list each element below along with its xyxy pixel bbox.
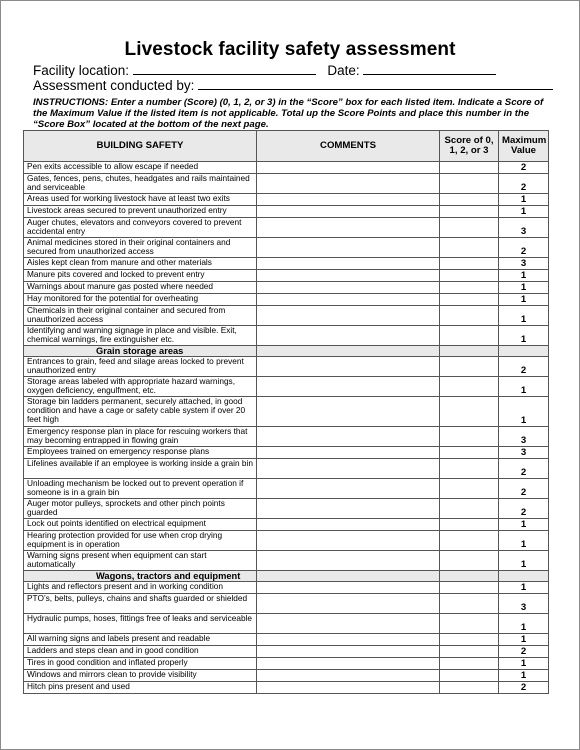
max-value-cell: 3	[499, 258, 549, 270]
comments-cell[interactable]	[257, 282, 440, 294]
table-row	[24, 206, 549, 218]
instructions-text: INSTRUCTIONS: Enter a number (Score) (0, 1, 2, or 3) in the “Score” box for each listed item. Indicate a Score of the Maximum Value if the listed item is not applicable. Total up the Score Points and place this number in the “Score Box” located at the bottom of the next page.	[33, 97, 544, 130]
score-cell[interactable]	[440, 670, 499, 682]
table-row	[24, 194, 549, 206]
max-value-cell: 3	[499, 427, 549, 447]
max-value-cell: 2	[499, 682, 549, 694]
item-text: Hitch pins present and used	[24, 682, 257, 694]
score-cell[interactable]	[440, 459, 499, 479]
section-header-wagons	[24, 571, 549, 582]
comments-cell[interactable]	[257, 218, 440, 238]
score-cell[interactable]	[440, 326, 499, 346]
section-score-cell	[440, 571, 499, 582]
comments-cell[interactable]	[257, 551, 440, 571]
score-cell[interactable]	[440, 594, 499, 614]
max-value-cell: 1	[499, 582, 549, 594]
score-cell[interactable]	[440, 258, 499, 270]
max-value-cell: 1	[499, 519, 549, 531]
comments-cell[interactable]	[257, 682, 440, 694]
table-row	[24, 519, 549, 531]
comments-cell[interactable]	[257, 582, 440, 594]
table-body	[24, 162, 549, 694]
max-value-cell: 1	[499, 294, 549, 306]
section-comments-cell	[257, 571, 440, 582]
comments-cell[interactable]	[257, 270, 440, 282]
max-value-cell: 2	[499, 162, 549, 174]
score-header: Score of 0, 1, 2, or 3	[440, 131, 499, 162]
item-text: Hydraulic pumps, hoses, fittings free of leaks and serviceable	[24, 614, 257, 634]
item-text: Livestock areas secured to prevent unauthorized entry	[24, 206, 257, 218]
item-text: Pen exits accessible to allow escape if needed	[24, 162, 257, 174]
section-max-cell	[499, 346, 549, 357]
max-value-cell: 1	[499, 531, 549, 551]
max-value-cell: 1	[499, 326, 549, 346]
item-text: Identifying and warning signage in place and visible. Exit, chemical warnings, fire extinguisher etc.	[24, 326, 257, 346]
facility-location-label: Facility location:	[33, 63, 130, 78]
comments-cell[interactable]	[257, 531, 440, 551]
max-value-cell: 1	[499, 551, 549, 571]
score-cell[interactable]	[440, 397, 499, 427]
score-cell[interactable]	[440, 238, 499, 258]
section-title: Grain storage areas	[24, 346, 257, 357]
score-cell[interactable]	[440, 531, 499, 551]
comments-cell[interactable]	[257, 326, 440, 346]
comments-cell[interactable]	[257, 519, 440, 531]
max-value-cell: 1	[499, 206, 549, 218]
score-cell[interactable]	[440, 427, 499, 447]
item-text: Warnings about manure gas posted where needed	[24, 282, 257, 294]
item-text: Lights and reflectors present and in working condition	[24, 582, 257, 594]
max-value-cell: 3	[499, 594, 549, 614]
table-row	[24, 582, 549, 594]
score-cell[interactable]	[440, 282, 499, 294]
table-row	[24, 682, 549, 694]
item-text: Unloading mechanism be locked out to prevent operation if someone is in a grain bin	[24, 479, 257, 499]
score-cell[interactable]	[440, 162, 499, 174]
table-row	[24, 670, 549, 682]
table-row	[24, 499, 549, 519]
item-text: Entrances to grain, feed and silage areas locked to prevent unauthorized entry	[24, 357, 257, 377]
max-value-cell: 2	[499, 238, 549, 258]
item-text: Lock out points identified on electrical equipment	[24, 519, 257, 531]
table-header-row	[24, 131, 549, 162]
comments-cell[interactable]	[257, 238, 440, 258]
date-field[interactable]	[363, 61, 496, 75]
section-header-grain	[24, 346, 549, 357]
max-value-cell: 1	[499, 670, 549, 682]
item-text: Hearing protection provided for use when crop drying equipment is in operation	[24, 531, 257, 551]
comments-cell[interactable]	[257, 162, 440, 174]
score-cell[interactable]	[440, 634, 499, 646]
item-text: Ladders and steps clean and in good condition	[24, 646, 257, 658]
score-cell[interactable]	[440, 357, 499, 377]
table-row	[24, 479, 549, 499]
max-value-cell: 2	[499, 459, 549, 479]
item-text: PTO’s, belts, pulleys, chains and shafts guarded or shielded	[24, 594, 257, 614]
score-cell[interactable]	[440, 682, 499, 694]
item-text: Windows and mirrors clean to provide visibility	[24, 670, 257, 682]
comments-cell[interactable]	[257, 646, 440, 658]
table-row	[24, 357, 549, 377]
item-text: Storage bin ladders permanent, securely attached, in good condition and have a cage or safety cable system if over 20 feet high	[24, 397, 257, 427]
max-value-cell: 2	[499, 646, 549, 658]
comments-cell[interactable]	[257, 670, 440, 682]
comments-cell[interactable]	[257, 634, 440, 646]
assessed-by-field[interactable]	[198, 76, 553, 90]
score-cell[interactable]	[440, 447, 499, 459]
score-cell[interactable]	[440, 270, 499, 282]
item-text: Employees trained on emergency response plans	[24, 447, 257, 459]
score-cell[interactable]	[440, 551, 499, 571]
item-text: Emergency response plan in place for rescuing workers that may becoming entrapped in flowing grain	[24, 427, 257, 447]
section-title: Wagons, tractors and equipment	[24, 571, 257, 582]
page-title: Livestock facility safety assessment	[124, 39, 456, 60]
max-value-cell: 1	[499, 306, 549, 326]
item-text: Gates, fences, pens, chutes, headgates and rails maintained and serviceable	[24, 174, 257, 194]
table-row	[24, 459, 549, 479]
table-row	[24, 427, 549, 447]
comments-cell[interactable]	[257, 479, 440, 499]
score-cell[interactable]	[440, 174, 499, 194]
max-value-cell: 1	[499, 194, 549, 206]
score-cell[interactable]	[440, 206, 499, 218]
max-value-header: Maximum Value	[499, 131, 549, 162]
max-value-cell: 3	[499, 218, 549, 238]
assessed-by-label: Assessment conducted by:	[33, 78, 195, 93]
table-row	[24, 397, 549, 427]
comments-cell[interactable]	[257, 658, 440, 670]
max-value-cell: 1	[499, 377, 549, 397]
section-comments-cell	[257, 346, 440, 357]
table-row	[24, 258, 549, 270]
score-cell[interactable]	[440, 294, 499, 306]
score-cell[interactable]	[440, 499, 499, 519]
max-value-cell: 1	[499, 397, 549, 427]
comments-cell[interactable]	[257, 377, 440, 397]
table-row	[24, 658, 549, 670]
table-row	[24, 326, 549, 346]
max-value-cell: 2	[499, 499, 549, 519]
max-value-cell: 2	[499, 479, 549, 499]
item-text: Lifelines available if an employee is working inside a grain bin	[24, 459, 257, 479]
section-max-cell	[499, 571, 549, 582]
comments-cell[interactable]	[257, 306, 440, 326]
score-cell[interactable]	[440, 519, 499, 531]
max-value-cell: 1	[499, 634, 549, 646]
item-text: Auger chutes, elevators and conveyors covered to prevent accidental entry	[24, 218, 257, 238]
table-row	[24, 294, 549, 306]
score-cell[interactable]	[440, 218, 499, 238]
item-text: All warning signs and labels present and readable	[24, 634, 257, 646]
table-row	[24, 306, 549, 326]
comments-cell[interactable]	[257, 459, 440, 479]
facility-location-field[interactable]	[133, 61, 316, 75]
score-cell[interactable]	[440, 658, 499, 670]
assessment-table	[23, 130, 549, 694]
max-value-cell: 3	[499, 447, 549, 459]
item-text: Auger motor pulleys, sprockets and other pinch points guarded	[24, 499, 257, 519]
max-value-cell: 1	[499, 282, 549, 294]
item-text: Tires in good condition and inflated properly	[24, 658, 257, 670]
comments-cell[interactable]	[257, 447, 440, 459]
max-value-cell: 2	[499, 357, 549, 377]
comments-cell[interactable]	[257, 206, 440, 218]
comments-cell[interactable]	[257, 294, 440, 306]
table-row	[24, 270, 549, 282]
table-row	[24, 447, 549, 459]
score-cell[interactable]	[440, 377, 499, 397]
table-row	[24, 282, 549, 294]
score-cell[interactable]	[440, 306, 499, 326]
max-value-cell: 1	[499, 614, 549, 634]
table-row	[24, 162, 549, 174]
item-text: Hay monitored for the potential for overheating	[24, 294, 257, 306]
assessor-row	[33, 76, 553, 93]
score-cell[interactable]	[440, 479, 499, 499]
score-cell[interactable]	[440, 646, 499, 658]
score-cell[interactable]	[440, 582, 499, 594]
table-row	[24, 174, 549, 194]
comments-cell[interactable]	[257, 357, 440, 377]
comments-cell[interactable]	[257, 427, 440, 447]
comments-header: COMMENTS	[257, 131, 440, 162]
item-text: Aisles kept clean from manure and other materials	[24, 258, 257, 270]
score-cell[interactable]	[440, 194, 499, 206]
item-text: Warning signs present when equipment can start automatically	[24, 551, 257, 571]
comments-cell[interactable]	[257, 499, 440, 519]
section-score-cell	[440, 346, 499, 357]
table-row	[24, 377, 549, 397]
comments-cell[interactable]	[257, 194, 440, 206]
table-row	[24, 614, 549, 634]
item-text: Chemicals in their original container and secured from unauthorized access	[24, 306, 257, 326]
comments-cell[interactable]	[257, 594, 440, 614]
date-label: Date:	[327, 63, 360, 78]
item-text: Manure pits covered and locked to prevent entry	[24, 270, 257, 282]
item-text: Storage areas labeled with appropriate hazard warnings, oxygen deficiency, engulfment, etc.	[24, 377, 257, 397]
comments-cell[interactable]	[257, 258, 440, 270]
table-row	[24, 646, 549, 658]
score-cell[interactable]	[440, 614, 499, 634]
max-value-cell: 2	[499, 174, 549, 194]
table-row	[24, 238, 549, 258]
item-text: Animal medicines stored in their original containers and secured from unauthorized access	[24, 238, 257, 258]
table-row	[24, 531, 549, 551]
comments-cell[interactable]	[257, 397, 440, 427]
item-text: Areas used for working livestock have at least two exits	[24, 194, 257, 206]
building-safety-header: BUILDING SAFETY	[24, 131, 257, 162]
table-row	[24, 218, 549, 238]
comments-cell[interactable]	[257, 614, 440, 634]
table-row	[24, 551, 549, 571]
table-row	[24, 634, 549, 646]
comments-cell[interactable]	[257, 174, 440, 194]
table-row	[24, 594, 549, 614]
max-value-cell: 1	[499, 270, 549, 282]
max-value-cell: 1	[499, 658, 549, 670]
